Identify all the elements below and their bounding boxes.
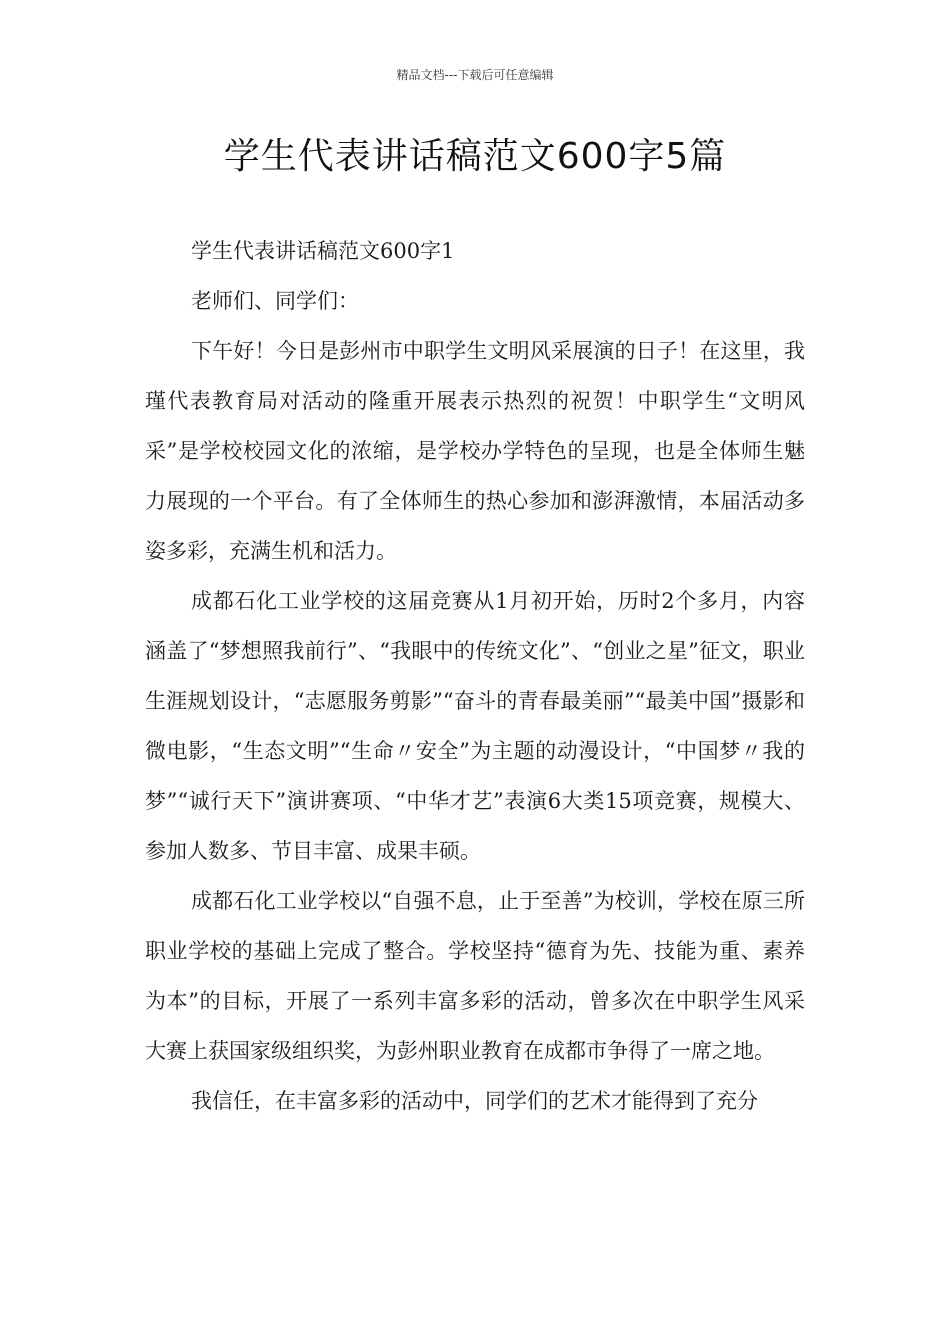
subheading: 学生代表讲话稿范文600字1 (191, 239, 455, 263)
header-note: 精品文档---下载后可任意编辑 (396, 68, 554, 82)
document-body (145, 226, 805, 1126)
salutation: 老师们、同学们： (191, 289, 359, 313)
paragraph: 我信任，在丰富多彩的活动中，同学们的艺术才能得到了充分 (191, 1089, 758, 1113)
paragraph: 成都石化工业学校的这届竞赛从1月初开始，历时2个多月，内容涵盖了“梦想照我前行”、“我眼中的传统文化”、“创业之星”征文，职业生涯规划设计，“志愿服务剪影”“奋斗的青春最美丽”“最美中国”摄影和微电影，“生态文明”“生命〃安全”为主题的动漫设计，“中国梦〃我的梦”“诚行天下”演讲赛项、“中华才艺”表演6大类15项竞赛，规模大、参加人数多、节目丰富、成果丰硕。 (145, 589, 805, 863)
paragraph: 下午好！今日是彭州市中职学生文明风采展演的日子！在这里，我瑾代表教育局对活动的隆重开展表示热烈的祝贺！中职学生“文明风采”是学校校园文化的浓缩，是学校办学特色的呈现，也是全体师生魅力展现的一个平台。有了全体师生的热心参加和澎湃激情，本届活动多姿多彩，充满生机和活力。 (145, 339, 805, 563)
paragraph: 成都石化工业学校以“自强不息，止于至善”为校训，学校在原三所职业学校的基础上完成了整合。学校坚持“德育为先、技能为重、素养为本”的目标，开展了一系列丰富多彩的活动，曾多次在中职学生风采大赛上获国家级组织奖，为彭州职业教育在成都市争得了一席之地。 (145, 889, 805, 1063)
document-title: 学生代表讲话稿范文600字5篇 (223, 136, 727, 177)
